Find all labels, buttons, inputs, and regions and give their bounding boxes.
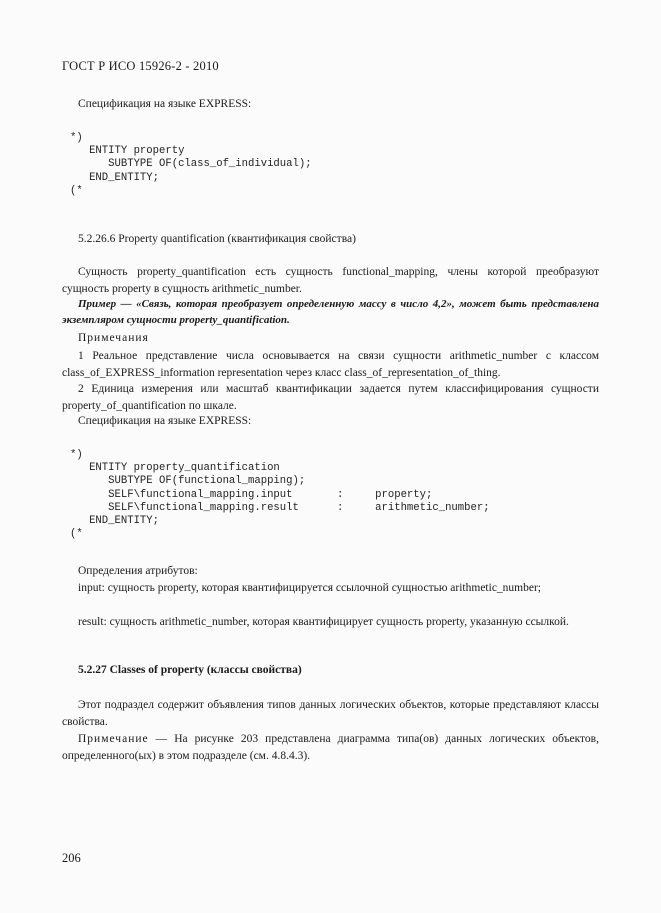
note-text: — На рисунке 203 представлена диаграмма типа(ов) данных логических объектов, определенного(ых) в этом подразделе (см. 4.8.4.3). <box>62 733 599 762</box>
attributes-label: Определения атрибутов: <box>78 565 198 577</box>
attribute-definition: result: сущность arithmetic_number, которая квантифицирует сущность property, указанную ссылкой. <box>78 616 569 628</box>
section-heading: 5.2.27 Classes of property (классы свойства) <box>78 664 302 676</box>
express-code-block: *) ENTITY property_quantification SUBTYPE OF(functional_mapping); SELF\functional_mapping.input : property; SELF\functional_mapping.result : arithmetic_number; END_ENTITY; (* <box>70 449 490 541</box>
express-code-block: *) ENTITY property SUBTYPE OF(class_of_individual); END_ENTITY; (* <box>70 132 312 197</box>
notes-label: Примечания <box>78 332 149 344</box>
document-header: ГОСТ Р ИСО 15926-2 - 2010 <box>62 59 219 73</box>
note-paragraph <box>62 731 599 764</box>
intro-paragraph: Этот подраздел содержит объявления типов данных логических объектов, которые представляют классы свойства. <box>62 699 599 728</box>
example-paragraph: Пример — «Связь, которая преобразует определенную массу в число 4,2», может быть представлена экземпляром сущности property_quantification. <box>62 298 599 326</box>
note-paragraph: 2 Единица измерения или масштаб квантификации задается путем классифицирования сущности property_of_quantification по шкале. <box>62 383 599 412</box>
attribute-definition: input: сущность property, которая квантифицируется ссылочной сущностью arithmetic_number; <box>78 582 541 594</box>
express-spec-label: Спецификация на языке EXPRESS: <box>78 415 252 427</box>
express-spec-label: Спецификация на языке EXPRESS: <box>78 98 252 110</box>
page-number: 206 <box>62 851 81 865</box>
section-heading: 5.2.26.6 Property quantification (квантификация свойства) <box>78 233 356 245</box>
note-label: Примечание <box>78 733 149 745</box>
note-paragraph: 1 Реальное представление числа основывается на связи сущности arithmetic_number с классом class_of_EXPRESS_information representation через класс class_of_representation_of_thing. <box>62 350 599 379</box>
definition-paragraph: Сущность property_quantification есть сущность functional_mapping, члены которой преобразуют сущность property в сущность arithmetic_number. <box>62 266 599 295</box>
